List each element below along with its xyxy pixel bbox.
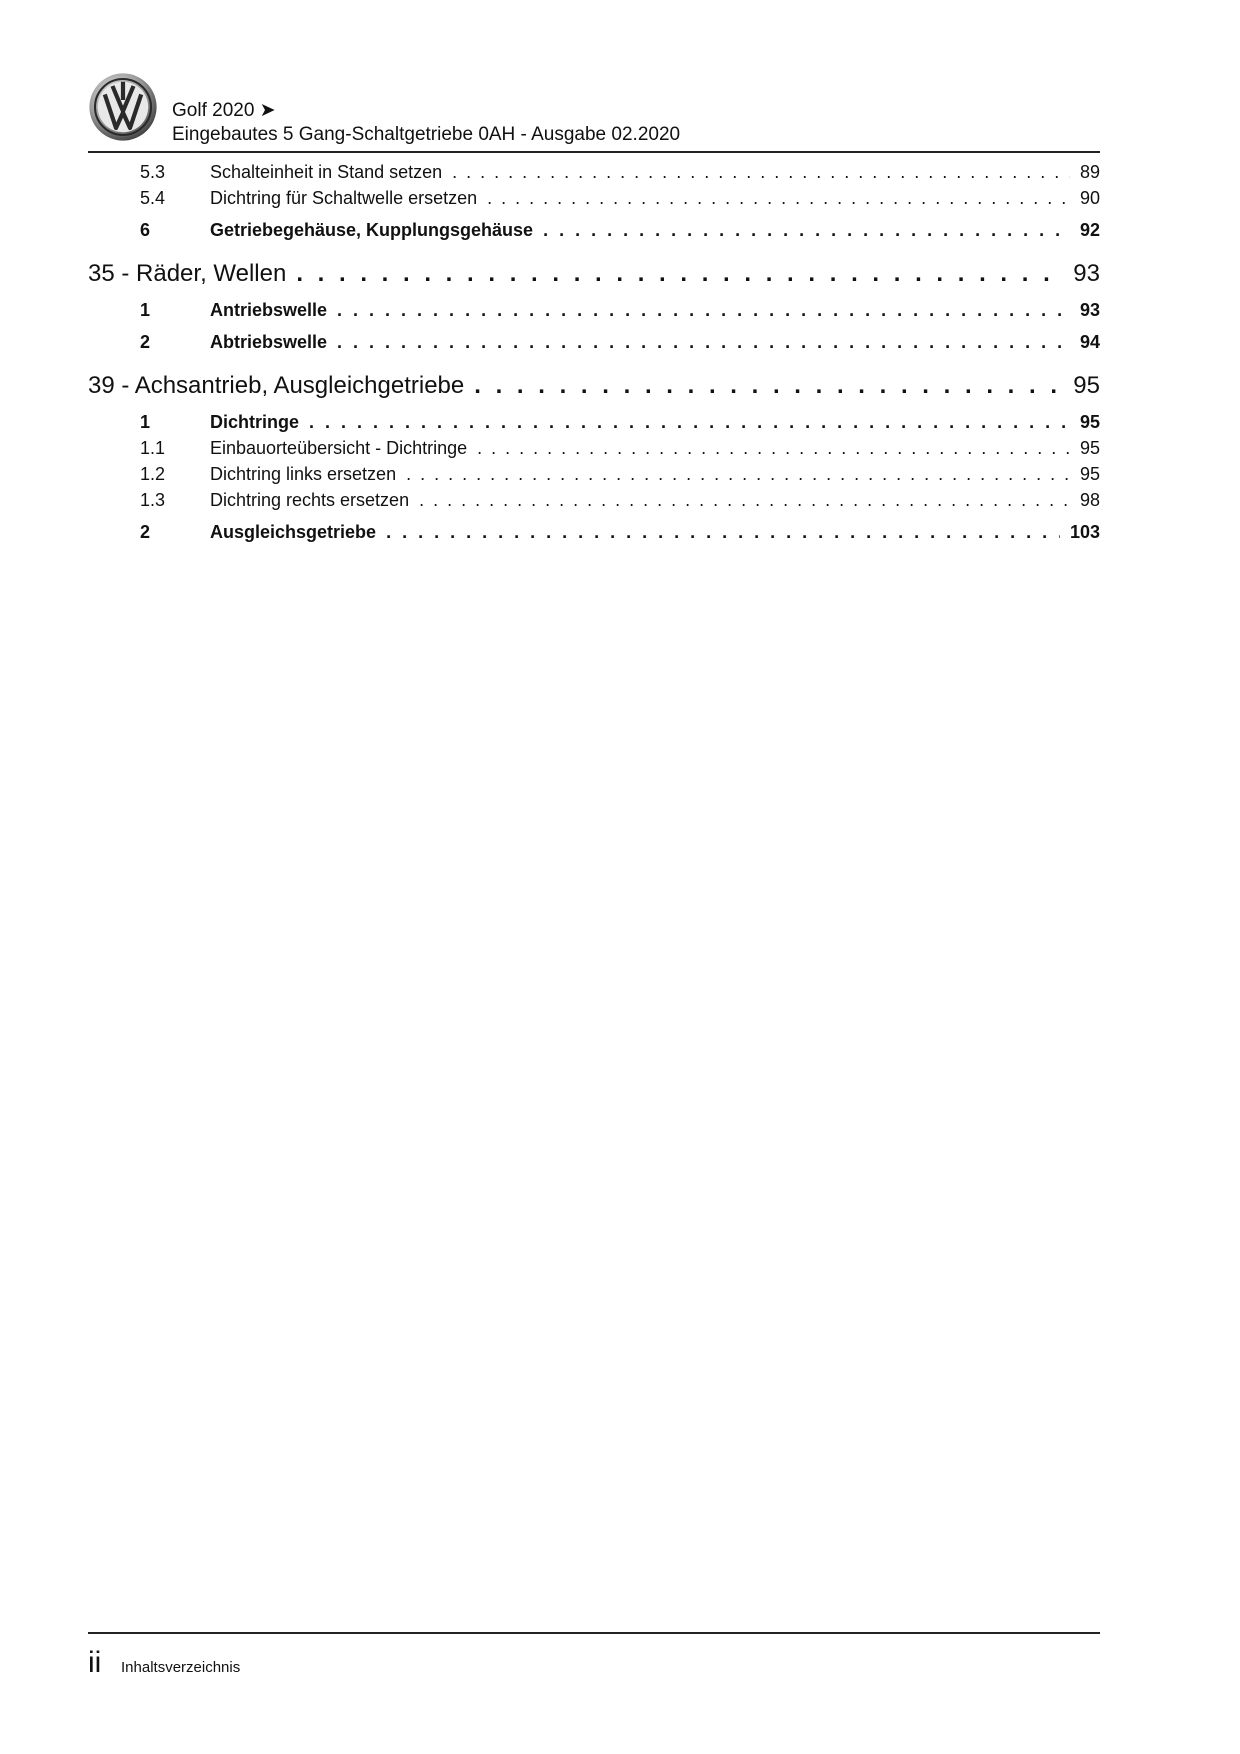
toc-entry-number: 5.4 (140, 188, 166, 208)
toc-entry-page: 98 (1079, 490, 1100, 510)
toc-entry-label: Dichtring rechts ersetzen (210, 490, 410, 510)
toc-entry-label: Ausgleichsgetriebe (210, 521, 377, 542)
header-document-title: Eingebautes 5 Gang-Schaltgetriebe 0AH - Ausgabe 02.2020 (172, 124, 681, 145)
toc-entry-label: Schalteinheit in Stand setzen (210, 162, 443, 182)
dot-leader (386, 522, 1060, 543)
toc-entry[interactable] (88, 516, 1100, 548)
dot-leader (337, 300, 1070, 321)
toc-entry-label: Dichtringe (210, 411, 300, 432)
toc-entry-page: 89 (1079, 162, 1100, 182)
toc-entry-label: Getriebegehäuse, Kupplungsgehäuse (210, 219, 534, 240)
toc-entry[interactable] (88, 490, 1100, 516)
toc-entry[interactable] (88, 162, 1100, 188)
dot-leader (419, 490, 1070, 511)
footer-page-number: ii (88, 1646, 102, 1679)
toc-chapter-entry[interactable] (88, 366, 1100, 406)
table-of-contents (88, 162, 1100, 548)
toc-entry-page: 93 (1079, 299, 1100, 320)
toc-entry-label: Dichtring für Schaltwelle ersetzen (210, 188, 478, 208)
toc-entry-page: 94 (1079, 331, 1100, 352)
toc-entry-number: 1 (140, 299, 151, 320)
toc-entry[interactable] (88, 406, 1100, 438)
toc-chapter-entry[interactable] (88, 254, 1100, 294)
toc-entry-page: 95 (1079, 464, 1100, 484)
dot-leader (296, 260, 1063, 288)
toc-entry[interactable] (88, 188, 1100, 214)
dot-leader (337, 332, 1070, 353)
dot-leader (406, 464, 1070, 485)
dot-leader (474, 372, 1063, 400)
vw-logo-icon (88, 72, 158, 142)
footer-rule (88, 1632, 1100, 1634)
toc-entry-page: 95 (1079, 438, 1100, 458)
toc-entry-number: 2 (140, 521, 151, 542)
toc-entry[interactable] (88, 438, 1100, 464)
toc-entry-label: Dichtring links ersetzen (210, 464, 397, 484)
toc-entry[interactable] (88, 294, 1100, 326)
dot-leader (452, 162, 1070, 183)
toc-entry-number: 1.2 (140, 464, 166, 484)
toc-entry-label: 35 - Räder, Wellen (88, 260, 287, 287)
toc-entry-number: 1.3 (140, 490, 166, 510)
page-header (88, 72, 1100, 154)
toc-entry-page: 95 (1073, 372, 1100, 399)
toc-entry[interactable] (88, 464, 1100, 490)
header-rule (88, 151, 1100, 153)
toc-entry-label: Einbauorteübersicht - Dichtringe (210, 438, 468, 458)
toc-entry-number: 2 (140, 331, 151, 352)
toc-entry-number: 1.1 (140, 438, 166, 458)
toc-entry-number: 6 (140, 219, 151, 240)
toc-entry-number: 1 (140, 411, 151, 432)
dot-leader (477, 438, 1070, 459)
footer-section-title: Inhaltsverzeichnis (121, 1659, 241, 1676)
dot-leader (487, 188, 1070, 209)
toc-entry-label: Antriebswelle (210, 299, 328, 320)
toc-entry-label: 39 - Achsantrieb, Ausgleichgetriebe (88, 372, 465, 399)
toc-entry-page: 90 (1079, 188, 1100, 208)
toc-entry-page: 103 (1069, 521, 1100, 542)
toc-entry-label: Abtriebswelle (210, 331, 328, 352)
toc-entry[interactable] (88, 326, 1100, 358)
toc-entry-page: 93 (1073, 260, 1100, 287)
dot-leader (309, 412, 1070, 433)
toc-entry[interactable] (88, 214, 1100, 246)
dot-leader (543, 220, 1070, 241)
toc-entry-page: 92 (1079, 219, 1100, 240)
header-model: Golf 2020 ➤ (172, 100, 276, 121)
toc-entry-number: 5.3 (140, 162, 166, 182)
toc-entry-page: 95 (1079, 411, 1100, 432)
